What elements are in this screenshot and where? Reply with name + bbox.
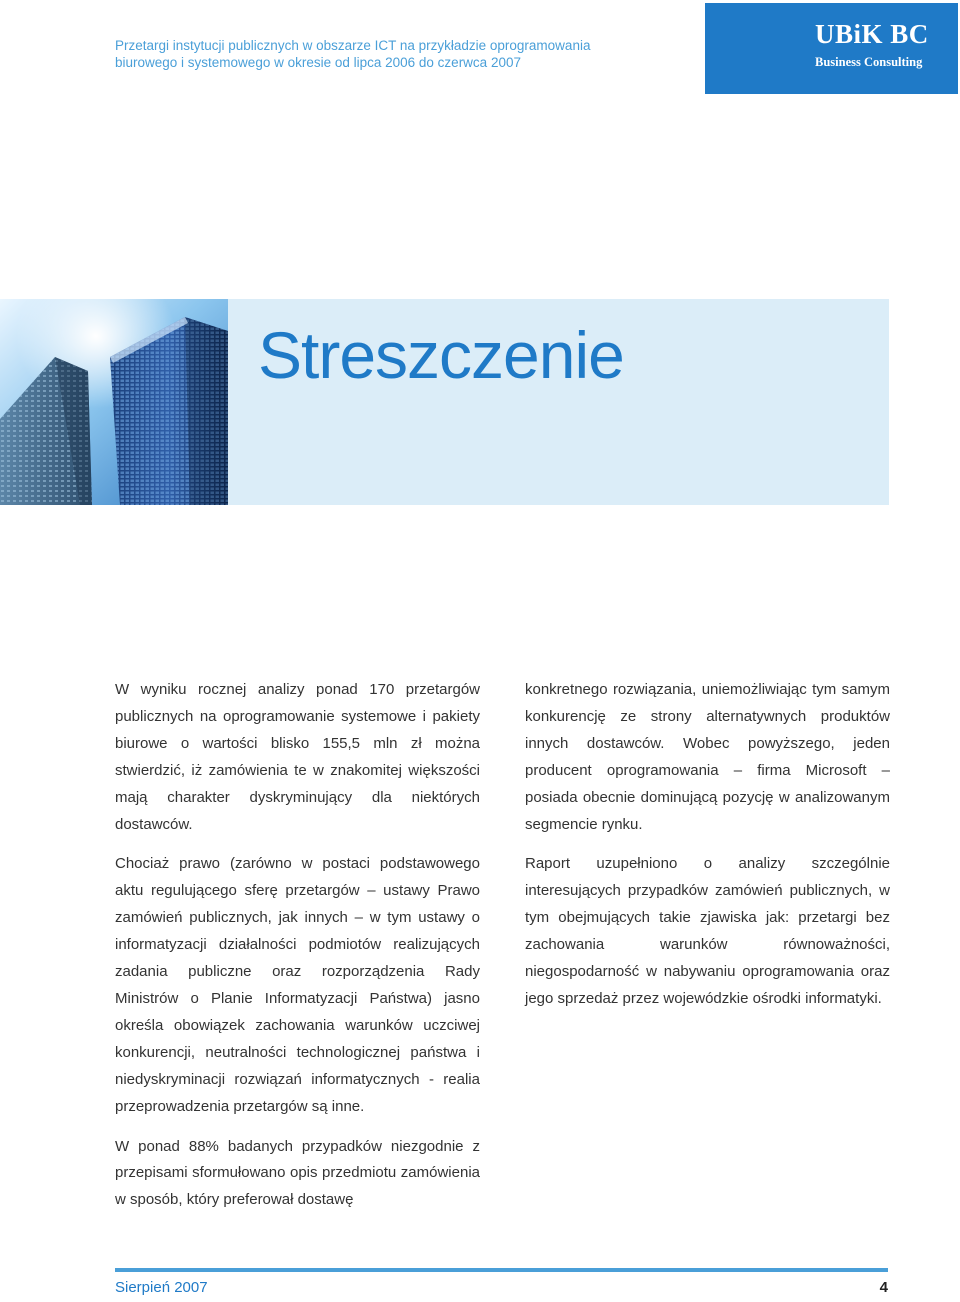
header-title-line1: Przetargi instytucji publicznych w obszarze ICT na przykładzie oprogramowania bbox=[115, 38, 591, 53]
page-number: 4 bbox=[879, 1279, 888, 1296]
text-column-left bbox=[115, 677, 480, 1227]
footer-divider bbox=[115, 1268, 888, 1272]
logo-tagline: Business Consulting bbox=[815, 55, 923, 69]
section-title: Streszczenie bbox=[258, 318, 624, 392]
company-logo bbox=[705, 3, 958, 94]
header-title-line2: biurowego i systemowego w okresie od lipca 2006 do czerwca 2007 bbox=[115, 55, 521, 70]
text-column-right bbox=[525, 677, 890, 1026]
paragraph: konkretnego rozwiązania, uniemożliwiając tym samym konkurencję ze strony alternatywnych produktów innych dostawców. Wobec powyższego, jeden producent oprogramowania – firma Microsoft – posiada obecnie dominującą pozycję w analizowanym segmencie rynku. bbox=[525, 681, 890, 833]
document-header bbox=[115, 37, 675, 71]
paragraph: Raport uzupełniono o analizy szczególnie interesujących przypadków zamówień publicznych, w tym obejmujących takie zjawiska jak: przetargi bez zachowania warunków równoważności, niegospodarność w nabywaniu oprogramowania oraz jego sprzedaż przez wojewódzkie ośrodki informatyki. bbox=[525, 855, 890, 1007]
logo-wordmark: UBiK BC bbox=[815, 19, 929, 49]
paragraph: W wyniku rocznej analizy ponad 170 przetargów publicznych na oprogramowanie systemowe i pakiety biurowe o wartości blisko 155,5 mln zł można stwierdzić, iż zamówienia te w znakomitej większości mają charakter dyskryminujący dla niektórych dostawców. bbox=[115, 681, 480, 833]
paragraph: W ponad 88% badanych przypadków niezgodnie z przepisami sformułowano opis przedmiotu zamówienia w sposób, który preferował dostawę bbox=[115, 1137, 480, 1209]
paragraph: Chociaż prawo (zarówno w postaci podstawowego aktu regulującego sferę przetargów – ustawy Prawo zamówień publicznych, jak innych – w tym ustawy o informatyzacji działalności podmiotów realizujących zadania publiczne oraz rozporządzenia Rady Ministrów o Planie Informatyzacji Państwa) jasno określa obowiązek zachowania warunków uczciwej konkurencji, neutralności technologicznej państwa i niedyskryminacji rozwiązań informatycznych - realia przeprowadzenia przetargów są inne. bbox=[115, 855, 480, 1115]
footer-date: Sierpień 2007 bbox=[115, 1279, 208, 1296]
section-banner bbox=[228, 299, 889, 505]
skyscrapers-photo bbox=[0, 299, 228, 505]
